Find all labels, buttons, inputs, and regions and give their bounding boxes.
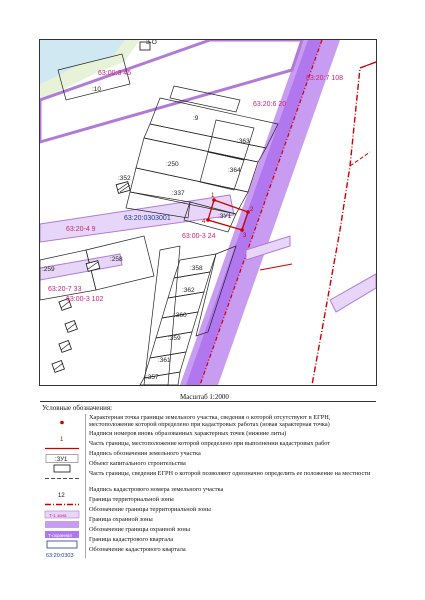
legend-item-block-label: 63:20:0303 Обозначение кадастрового квартала [40,546,376,556]
protection-label-icon [42,526,82,538]
label-corner-top: 3-О [146,40,157,46]
dash-line-icon [42,470,82,479]
label-block-road: 63:00-3 24 [182,233,216,240]
label-block-top-right: 63:20:7 108 [306,75,343,82]
label-block-outer-top: 63:00:8 45 [98,70,132,77]
label-block-left2: 63:20-7 33 [48,286,82,293]
label-lot-357: :357 [146,374,159,381]
zone-label-icon [42,506,82,518]
point-2-label: 2 [250,207,254,213]
label-lot-352: :352 [118,175,131,182]
label-lot-358: :358 [190,265,203,272]
red-dot-icon [42,414,82,423]
svg-text:1: 1 [60,437,64,443]
label-lot-9: :9 [193,115,199,122]
label-lot-250: :250 [166,161,179,168]
point-4-label: 4 [202,219,206,225]
building-icon [42,460,82,469]
map-canvas [40,40,376,385]
zone-boundary-stub [350,152,370,166]
label-cadastral-block: 63:20:0303001 [124,215,171,222]
label-lot-361: :361 [158,357,171,364]
svg-text:12: 12 [58,493,65,499]
block-boundary-icon [42,536,82,545]
red-line-icon [42,440,82,449]
label-lot-259: :259 [42,266,55,273]
zone-boundary-top [360,62,376,68]
svg-text:Т-1 зона: Т-1 зона [49,513,67,518]
label-block-mid: 63:00-3 102 [66,296,104,303]
road-strip-far [330,274,376,312]
legend-item-egrn-boundary: Часть границы, сведения ЕГРН о которой позволяют однозначно определить ее положение на местности [40,470,376,480]
cadastral-map [39,39,377,386]
legend-item-point-label: 1 Надписи номеров вновь образованных характерных точек (нижние литы) [40,430,376,440]
legend-item-determined-boundary: Часть границы, местоположение которой определено при выполнении кадастровых работ [40,440,376,450]
svg-text:Т-охранная: Т-охранная [48,533,72,538]
legend-item-territorial-zone: Граница территориальной зоны [40,496,376,506]
legend-item-cadastral-block: Граница кадастрового квартала [40,536,376,546]
label-lot-363: :363 [237,138,250,145]
zone-boundary-mid [260,264,292,270]
legend-item-parcel-label: :ЗУ1 Надпись обозначения земельного участка [40,450,376,460]
svg-text:63:20:0303: 63:20:0303 [46,553,74,559]
cadastral-number-icon [42,486,82,499]
legend [40,401,376,558]
svg-text::ЗУ1: :ЗУ1 [55,457,68,463]
label-block-center: 63:20:6 20 [253,101,287,108]
legend-item-new-point: Характерная точка границы земельного участка, сведения о которой отсутствуют в ЕГРН, местоположение которой определено при кадастровых работах (новая характерная точка) [40,414,376,424]
red-dashdot-icon [42,496,82,505]
label-lot-258: :258 [110,256,123,263]
label-lot-10: :10 [92,86,102,93]
zone-boundary-right [312,62,376,385]
label-lot-360: :360 [174,312,187,319]
legend-item-protection-zone: Граница охранной зоны [40,516,376,526]
map-scale: Масштаб 1:2000 [180,393,229,401]
legend-title: Условные обозначения: [42,404,113,412]
block-label-icon [42,546,82,559]
label-lot-362: :362 [182,287,195,294]
legend-item-building: Объект капитального строительства [40,460,376,470]
legend-item-protection-label: Т-охранная Обозначение границы охранной зоны [40,526,376,536]
label-lot-364: :364 [228,167,241,174]
label-lot-359: :359 [168,335,181,342]
point-3-marker [240,228,244,232]
point-3-label: 3 [243,233,247,239]
label-lot-3u1: :ЗУ1 [218,213,232,220]
purple-band-icon [42,516,82,525]
point-number-icon [42,430,82,443]
parcel-label-icon [42,450,82,463]
label-lot-337: :337 [172,190,185,197]
legend-item-cadastral-number: 12 Надпись кадастрового номера земельного участка [40,486,376,496]
point-1-label: 1 [211,193,215,199]
label-block-left: 63:20-4 9 [66,226,96,233]
legend-item-zone-label: Т-1 зона Обозначение границы территориальной зоны [40,506,376,516]
point-4-marker [206,218,210,222]
